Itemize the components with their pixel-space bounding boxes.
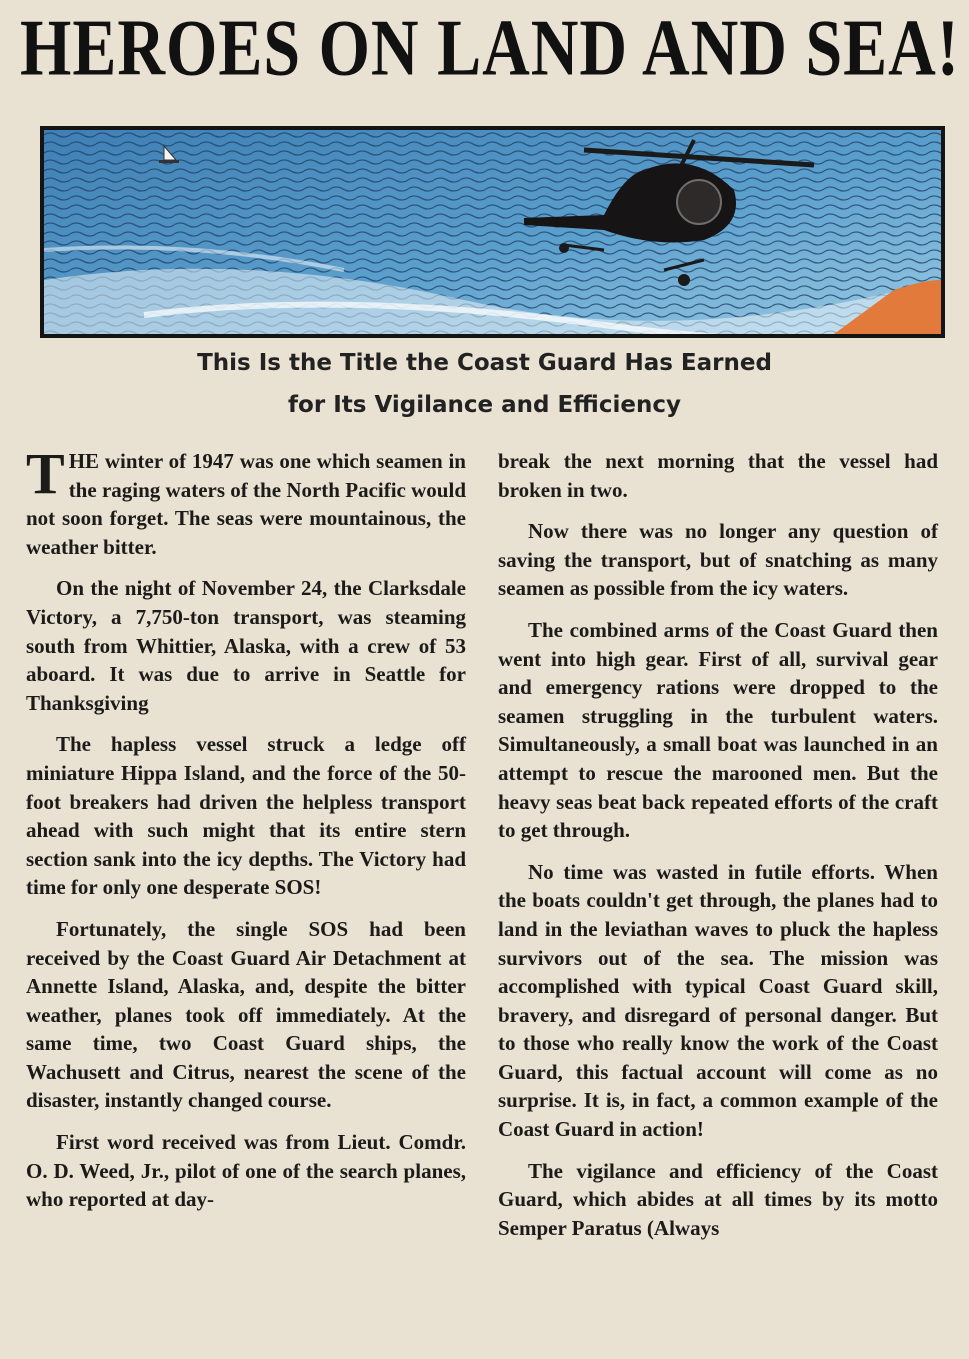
paragraph: No time was wasted in futile efforts. When the boats couldn't get through, the planes had to land in the leviathan waves to pluck the hapless survivors out of the sea. The mission was accomplished with typical Coast Guard skill, bravery, and disregard of personal danger. But to those who really know the work of the Coast Guard, this factual account will come as no surprise. It is, in fact, a common example of the Coast Guard in action!: [498, 859, 938, 1142]
paragraph: On the night of November 24, the Clarksdale Victory, a 7,750-ton transport, was steaming south from Whittier, Alaska, with a crew of 53 aboard. It was due to arrive in Seattle for Thanksgiving: [26, 576, 466, 715]
paragraph: First word received was from Lieut. Comdr. O. D. Weed, Jr., pilot of one of the search planes, who reported at day-: [26, 1130, 466, 1212]
headline: HEROES ON LAND AND SEA!: [20, 3, 960, 93]
paragraph: Fortunately, the single SOS had been received by the Coast Guard Air Detachment at Annette Island, Alaska, and, despite the bitter weather, planes took off immediately. At the same time, two Coast Guard ships, the Wachusett and Citrus, nearest the scene of the disaster, instantly changed course.: [26, 916, 466, 1113]
article-column-left: [26, 441, 466, 1227]
paragraph: The combined arms of the Coast Guard then went into high gear. First of all, survival gear and emergency rations were dropped to the seamen struggling in the turbulent waters. Simultaneously, a small boat was launched in an attempt to rescue the marooned men. But the heavy seas beat back repeated efforts of the craft to get through.: [498, 617, 938, 843]
illustration-panel: [40, 126, 945, 338]
subtitle-line-2: for Its Vigilance and Efficiency: [288, 392, 681, 418]
paragraph: The hapless vessel struck a ledge off miniature Hippa Island, and the force of the 50-foot breakers had driven the helpless transport ahead with such might that its entire stern section sank into the icy depths. The Victory had time for only one desperate SOS!: [26, 732, 466, 900]
paragraph: Now there was no longer any question of saving the transport, but of snatching as many seamen as possible from the icy waters.: [498, 519, 938, 601]
paragraph: The vigilance and efficiency of the Coast Guard, which abides at all times by its motto Semper Paratus (Always: [498, 1158, 938, 1240]
paragraph: [26, 441, 466, 561]
subtitle-line-1: This Is the Title the Coast Guard Has Earned: [197, 350, 772, 376]
paragraph: break the next morning that the vessel had broken in two.: [498, 449, 938, 502]
helicopter-illustration: [44, 130, 941, 334]
article-column-right: [498, 447, 938, 1255]
drop-cap: T: [26, 441, 65, 506]
paragraph-text: HE winter of 1947 was one which seamen in the raging waters of the North Pacific would not soon forget. The seas were mountainous, the weather bitter.: [26, 449, 466, 559]
